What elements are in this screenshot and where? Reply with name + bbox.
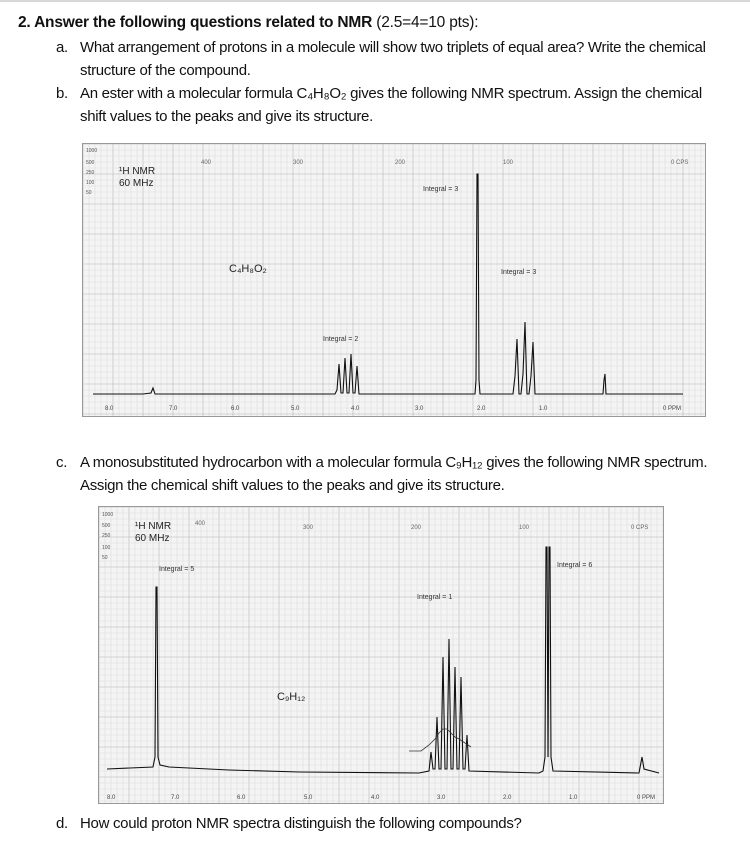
c-left-scale-500: 500 — [102, 523, 111, 529]
left-scale-1000: 1000 — [86, 148, 98, 154]
left-scale-500: 500 — [86, 160, 95, 166]
part-d-line-1: How could proton NMR spectra distinguish the following compounds? — [80, 815, 522, 832]
ppm-0: 0 PPM — [663, 406, 682, 412]
part-d — [56, 812, 522, 835]
spectrum-c-trace — [107, 547, 659, 773]
top-scale-200: 200 — [395, 160, 406, 166]
question-points: (2.5=4=10 pts): — [376, 14, 479, 31]
part-a-line-2: structure of the compound. — [80, 62, 251, 79]
integral-label-2: Integral = 3 — [501, 269, 537, 276]
part-d-label: d. — [56, 815, 68, 832]
part-b — [56, 82, 702, 128]
c-left-scale-250: 250 — [102, 533, 111, 539]
c-left-scale-100: 100 — [102, 545, 111, 551]
spectrum-b-svg — [83, 144, 705, 416]
spectrum-c-nmr-label: ¹H NMR — [135, 521, 172, 532]
part-c-line-1: A monosubstituted hydrocarbon with a molecular formula C₉H₁₂ gives the following NMR spectrum. — [80, 454, 708, 471]
integral-label-1: Integral = 3 — [423, 186, 459, 193]
question-heading — [18, 14, 478, 32]
spectrum-c-freq: 60 MHz — [135, 533, 170, 544]
top-scale-400: 400 — [201, 160, 212, 166]
spectrum-c-grid — [99, 507, 663, 803]
c-ppm-0: 0 PPM — [637, 795, 656, 801]
c-integral-label-2: Integral = 1 — [417, 594, 453, 601]
spectrum-b-trace — [93, 174, 683, 394]
c-integral-label-3: Integral = 6 — [557, 562, 593, 569]
part-a-line-1: What arrangement of protons in a molecule will show two triplets of equal area? Write the chemical — [80, 39, 706, 56]
part-b-line-2: shift values to the peaks and give its structure. — [80, 108, 373, 125]
c-ppm-7: 7.0 — [171, 795, 180, 801]
top-scale-100: 100 — [503, 160, 514, 166]
c-ppm-3: 3.0 — [437, 795, 446, 801]
ppm-3: 3.0 — [415, 406, 424, 412]
part-c-label: c. — [56, 454, 68, 471]
c-ppm-4: 4.0 — [371, 795, 380, 801]
left-scale-250: 250 — [86, 170, 95, 176]
spectrum-c-integrals — [159, 562, 592, 601]
ppm-6: 6.0 — [231, 406, 240, 412]
c-top-scale-400: 400 — [195, 521, 206, 527]
part-b-line-1: An ester with a molecular formula C₄H₈O₂ gives the following NMR spectrum. Assign the chemical — [80, 85, 702, 102]
c-ppm-2: 2.0 — [503, 795, 512, 801]
question-title: Answer the following questions related to NMR — [34, 14, 373, 31]
spectrum-c-top-scale — [195, 521, 648, 531]
c-top-scale-0: 0 CPS — [631, 525, 649, 531]
spectrum-b-integrals — [323, 186, 536, 343]
ppm-5: 5.0 — [291, 406, 300, 412]
spectrum-c-left-scale — [102, 512, 113, 561]
c-top-scale-200: 200 — [411, 525, 422, 531]
top-border — [0, 0, 750, 2]
ppm-2: 2.0 — [477, 406, 486, 412]
spectrum-b-ppm-axis — [105, 406, 681, 412]
spectrum-b-left-scale — [86, 148, 97, 196]
c-ppm-8: 8.0 — [107, 795, 116, 801]
top-scale-300: 300 — [293, 160, 304, 166]
spectrum-b-nmr-label: ¹H NMR — [119, 166, 156, 177]
integral-label-3: Integral = 2 — [323, 336, 359, 343]
spectrum-b-grid — [83, 144, 705, 416]
spectrum-b-freq: 60 MHz — [119, 178, 154, 189]
top-scale-0: 0 CPS — [671, 160, 689, 166]
c-ppm-6: 6.0 — [237, 795, 246, 801]
spectrum-b-formula: C₄H₈O₂ — [229, 263, 267, 275]
c-left-scale-50: 50 — [102, 555, 108, 561]
nmr-spectrum-b — [82, 143, 706, 417]
c-integral-label-1: Integral = 5 — [159, 566, 195, 573]
spectrum-c-formula: C₉H₁₂ — [277, 691, 306, 703]
question-number: 2. — [18, 14, 31, 31]
spectrum-b-top-scale — [201, 160, 688, 166]
left-scale-100: 100 — [86, 180, 95, 186]
part-a-label: a. — [56, 39, 68, 56]
part-c-line-2: Assign the chemical shift values to the peaks and give its structure. — [80, 477, 505, 494]
ppm-1: 1.0 — [539, 406, 548, 412]
ppm-8: 8.0 — [105, 406, 114, 412]
spectrum-c-svg — [99, 507, 663, 803]
ppm-4: 4.0 — [351, 406, 360, 412]
c-left-scale-1000: 1000 — [102, 512, 114, 518]
part-c — [56, 451, 708, 497]
part-a — [56, 36, 706, 82]
part-b-label: b. — [56, 85, 68, 102]
left-scale-50: 50 — [86, 190, 92, 196]
c-top-scale-100: 100 — [519, 525, 530, 531]
c-ppm-5: 5.0 — [304, 795, 313, 801]
c-ppm-1: 1.0 — [569, 795, 578, 801]
nmr-spectrum-c — [98, 506, 664, 804]
c-top-scale-300: 300 — [303, 525, 314, 531]
ppm-7: 7.0 — [169, 406, 178, 412]
